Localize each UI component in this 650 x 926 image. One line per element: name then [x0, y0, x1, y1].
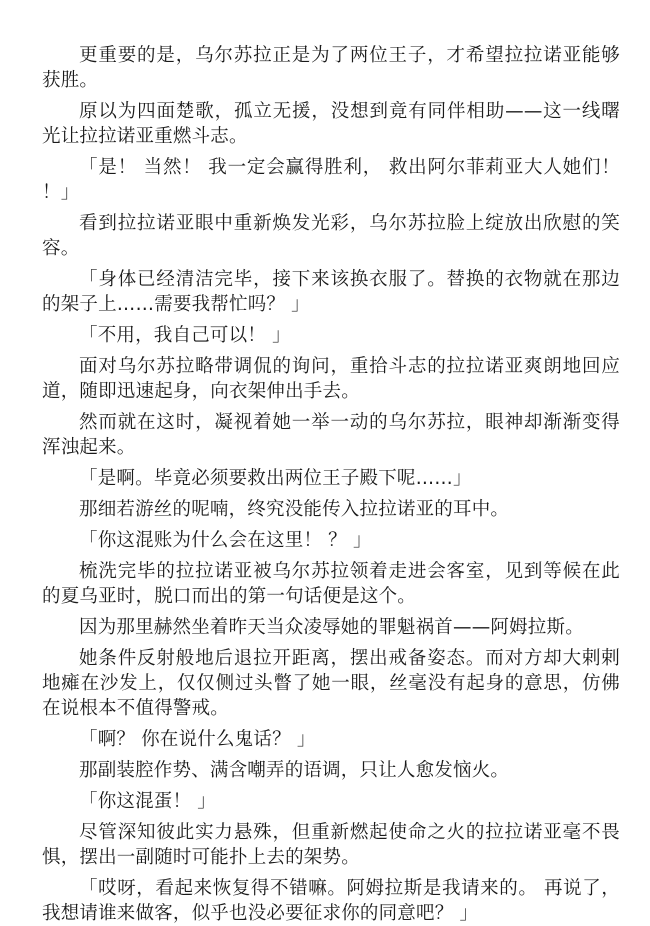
- paragraph-10: 那细若游丝的呢喃，终究没能传入拉拉诺亚的耳中。: [79, 499, 510, 520]
- paragraph-19: 「哎呀，看起来恢复得不错嘛。阿姆拉斯是我请来的。 再说了，我想请谁来做客，似乎也没必要征求你的同意吧？ 」: [42, 878, 620, 924]
- paragraph-18: 尽管深知彼此实力悬殊，但重新燃起使命之火的拉拉诺亚毫不畏惧，摆出一副随时可能扑上去的架势。: [42, 822, 620, 868]
- paragraph-12: 梳洗完毕的拉拉诺亚被乌尔苏拉领着走进会客室，见到等候在此的夏乌亚时，脱口而出的第一句话便是这个。: [42, 561, 620, 607]
- paragraph-15: 「啊？ 你在说什么鬼话？ 」: [79, 729, 316, 750]
- paragraph-14: 她条件反射般地后退拉开距离，摆出戒备姿态。而对方却大剌剌地瘫在沙发上，仅仅侧过头瞥了她一眼，丝毫没有起身的意思，仿佛在说根本不值得警戒。: [42, 648, 620, 719]
- paragraph-11: 「你这混账为什么会在这里！ ？ 」: [79, 530, 372, 551]
- paragraph-16: 那副装腔作势、满含嘲弄的语调，只让人愈发恼火。: [79, 760, 510, 781]
- paragraph-2: 原以为四面楚歌，孤立无援，没想到竟有同伴相助——这一线曙光让拉拉诺亚重燃斗志。: [42, 101, 620, 147]
- paragraph-13: 因为那里赫然坐着昨天当众凌辱她的罪魁祸首——阿姆拉斯。: [79, 617, 584, 638]
- paragraph-9: 「是啊。毕竟必须要救出两位王子殿下呢……」: [79, 468, 472, 489]
- paragraph-5: 「身体已经清洁完毕，接下来该换衣服了。替换的衣物就在那边的架子上……需要我帮忙吗？ 」: [42, 269, 620, 315]
- paragraph-17: 「你这混蛋！ 」: [79, 791, 216, 812]
- paragraph-4: 看到拉拉诺亚眼中重新焕发光彩，乌尔苏拉脸上绽放出欣慰的笑容。: [42, 213, 620, 259]
- paragraph-3: 「是！ 当然！ 我一定会赢得胜利， 救出阿尔菲莉亚大人她们！ ！」: [42, 157, 620, 203]
- paragraph-1: 更重要的是，乌尔苏拉正是为了两位王子，才希望拉拉诺亚能够获胜。: [42, 45, 620, 91]
- paragraph-7: 面对乌尔苏拉略带调侃的询问，重拾斗志的拉拉诺亚爽朗地回应道，随即迅速起身，向衣架伸出手去。: [42, 356, 620, 402]
- paragraph-8: 然而就在这时，凝视着她一举一动的乌尔苏拉，眼神却渐渐变得浑浊起来。: [42, 412, 620, 458]
- paragraph-6: 「不用，我自己可以！ 」: [79, 325, 291, 346]
